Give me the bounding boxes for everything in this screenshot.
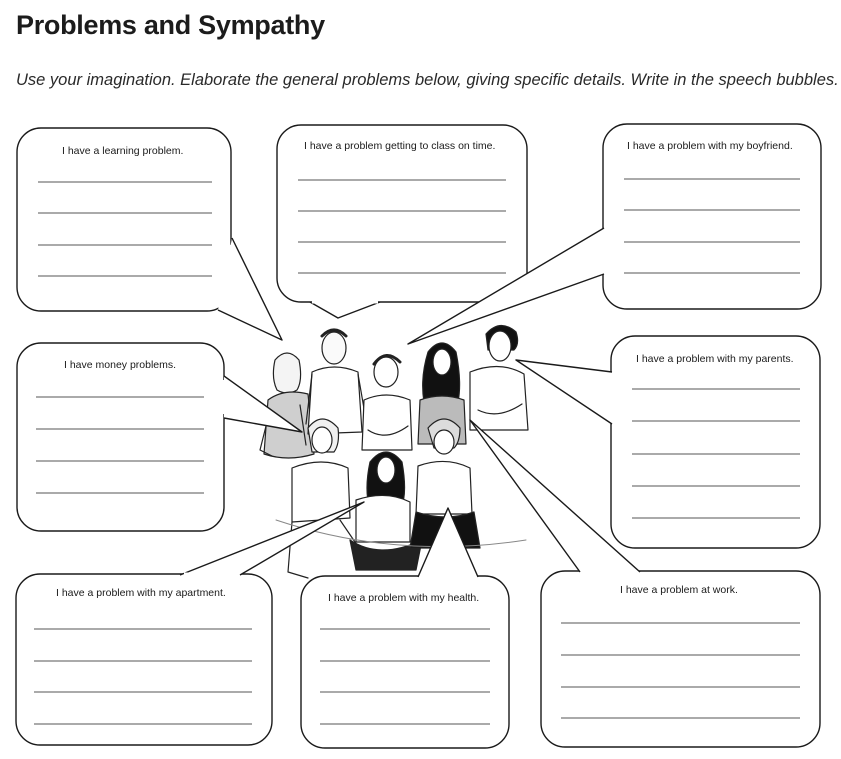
writing-lines-learning — [38, 182, 212, 276]
writing-lines-money — [36, 397, 204, 493]
speech-bubble-money — [17, 343, 302, 531]
speech-bubble-learning — [17, 128, 282, 340]
bubble-prompt-apartment: I have a problem with my apartment. — [56, 587, 226, 599]
bubble-prompt-class: I have a problem getting to class on time. — [304, 140, 496, 152]
page-title: Problems and Sympathy — [16, 10, 325, 40]
student-figure — [350, 452, 422, 570]
student-figure — [470, 325, 528, 430]
bubble-prompt-learning: I have a learning problem. — [62, 145, 184, 157]
speech-bubble-class — [277, 125, 527, 318]
student-figure — [260, 353, 314, 458]
student-figure — [306, 330, 366, 434]
bubble-prompt-parents: I have a problem with my parents. — [636, 353, 794, 365]
speech-bubble-boyfriend — [408, 124, 821, 344]
writing-lines-parents — [632, 389, 800, 518]
bubble-prompt-work: I have a problem at work. — [620, 584, 738, 596]
writing-lines-class — [298, 180, 506, 273]
writing-lines-work — [561, 623, 800, 718]
writing-lines-apartment — [34, 629, 252, 724]
bubble-prompt-health: I have a problem with my health. — [328, 592, 480, 604]
writing-lines-boyfriend — [624, 179, 800, 273]
speech-bubble-apartment — [16, 502, 364, 745]
bubble-prompt-money: I have money problems. — [64, 359, 177, 371]
bubble-prompt-boyfriend: I have a problem with my boyfriend. — [627, 140, 793, 152]
instructions: Use your imagination. Elaborate the general problems below, giving specific details. Write in the speech bubbles. — [16, 71, 839, 89]
writing-lines-health — [320, 629, 490, 724]
student-figure — [362, 355, 412, 450]
